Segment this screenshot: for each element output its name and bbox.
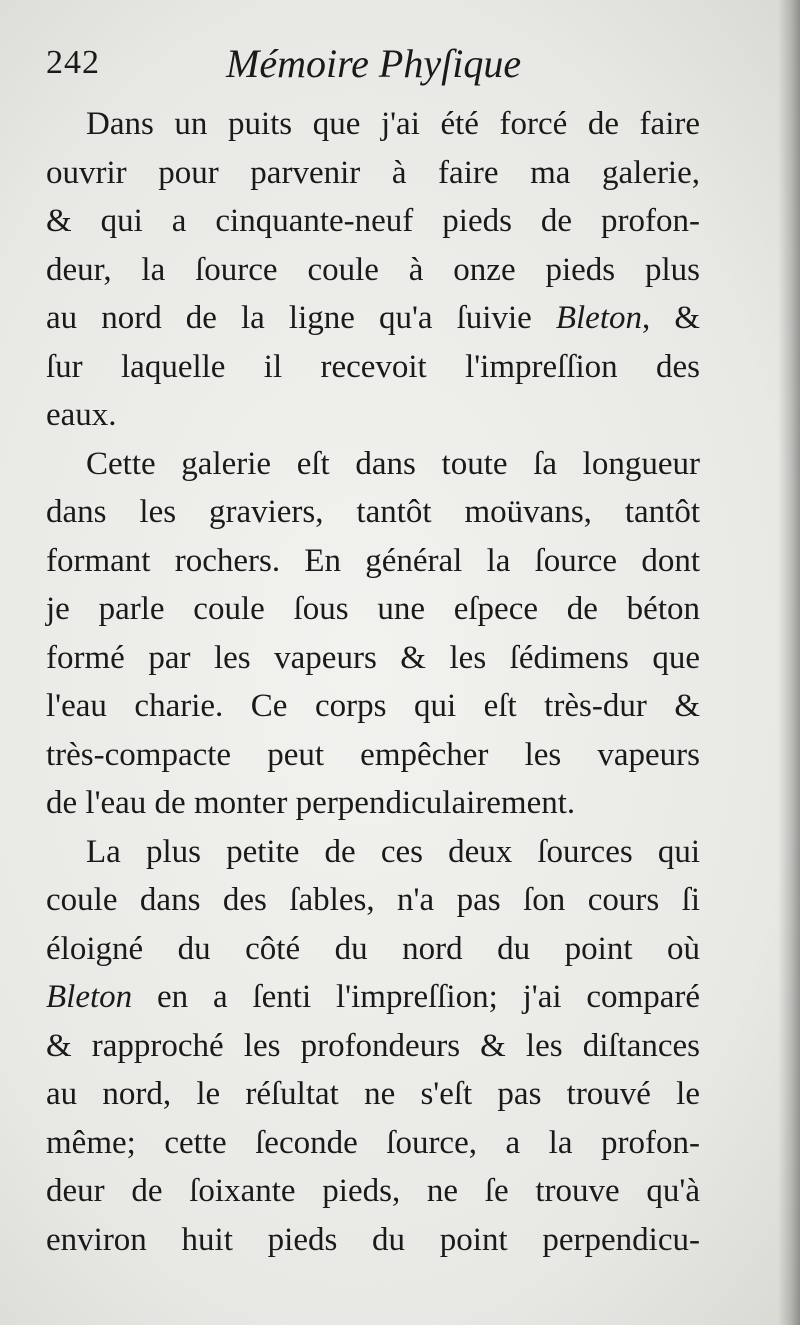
text-line: Cette galerie eſt dans toute ſa longueur <box>86 445 700 482</box>
text-line: l'eau charie. Ce corps qui eſt très-dur & <box>46 688 700 724</box>
text-line: environ huit pieds du point perpendicu- <box>46 1221 700 1258</box>
text-line: je parle coule ſous une eſpece de béton <box>46 591 700 627</box>
text-line: même; cette ſeconde ſource, a la profon- <box>46 1124 700 1161</box>
text-line: coule dans des ſables, n'a pas ſon cours ſi <box>46 882 700 918</box>
running-title: Mémoire Phyſique <box>226 41 522 86</box>
text-line: formé par les vapeurs & les ſédimens que <box>46 639 700 676</box>
text-line: eaux. <box>46 397 117 433</box>
italic-name: Bleton <box>46 979 133 1015</box>
text-line: La plus petite de ces deux ſources qui <box>86 833 700 870</box>
text-line: formant rochers. En général la ſource dont <box>46 542 700 579</box>
text-line: dans les graviers, tantôt moüvans, tantôt <box>46 494 700 530</box>
text-line: de l'eau de monter perpendiculairement. <box>46 785 576 821</box>
text-line: très-compacte peut empêcher les vapeurs <box>46 736 700 773</box>
text-line: Dans un puits que j'ai été forcé de faire <box>86 106 700 142</box>
page-header <box>46 40 706 100</box>
text-line: ſur laquelle il recevoit l'impreſſion des <box>46 348 700 385</box>
page-number: 242 <box>46 44 100 81</box>
text-line: au nord de la ligne qu'a ſuivie Bleton, & <box>46 300 701 336</box>
italic-name: Bleton <box>555 300 643 336</box>
page-spine-shadow <box>778 0 800 1325</box>
text-line: deur de ſoixante pieds, ne ſe trouve qu'à <box>46 1173 700 1209</box>
text-line: Bleton en a ſenti l'impreſſion; j'ai comparé <box>46 979 700 1015</box>
text-line: éloigné du côté du nord du point où <box>46 930 700 967</box>
text-line: & rapproché les profondeurs & les diſtances <box>46 1027 700 1064</box>
body-text <box>46 100 700 1264</box>
text-line: & qui a cinquante-neuf pieds de profon- <box>46 203 700 239</box>
text-line: ouvrir pour parvenir à faire ma galerie, <box>46 154 700 191</box>
text-line: deur, la ſource coule à onze pieds plus <box>46 251 700 288</box>
text-line: au nord, le réſultat ne s'eſt pas trouvé le <box>46 1076 700 1112</box>
